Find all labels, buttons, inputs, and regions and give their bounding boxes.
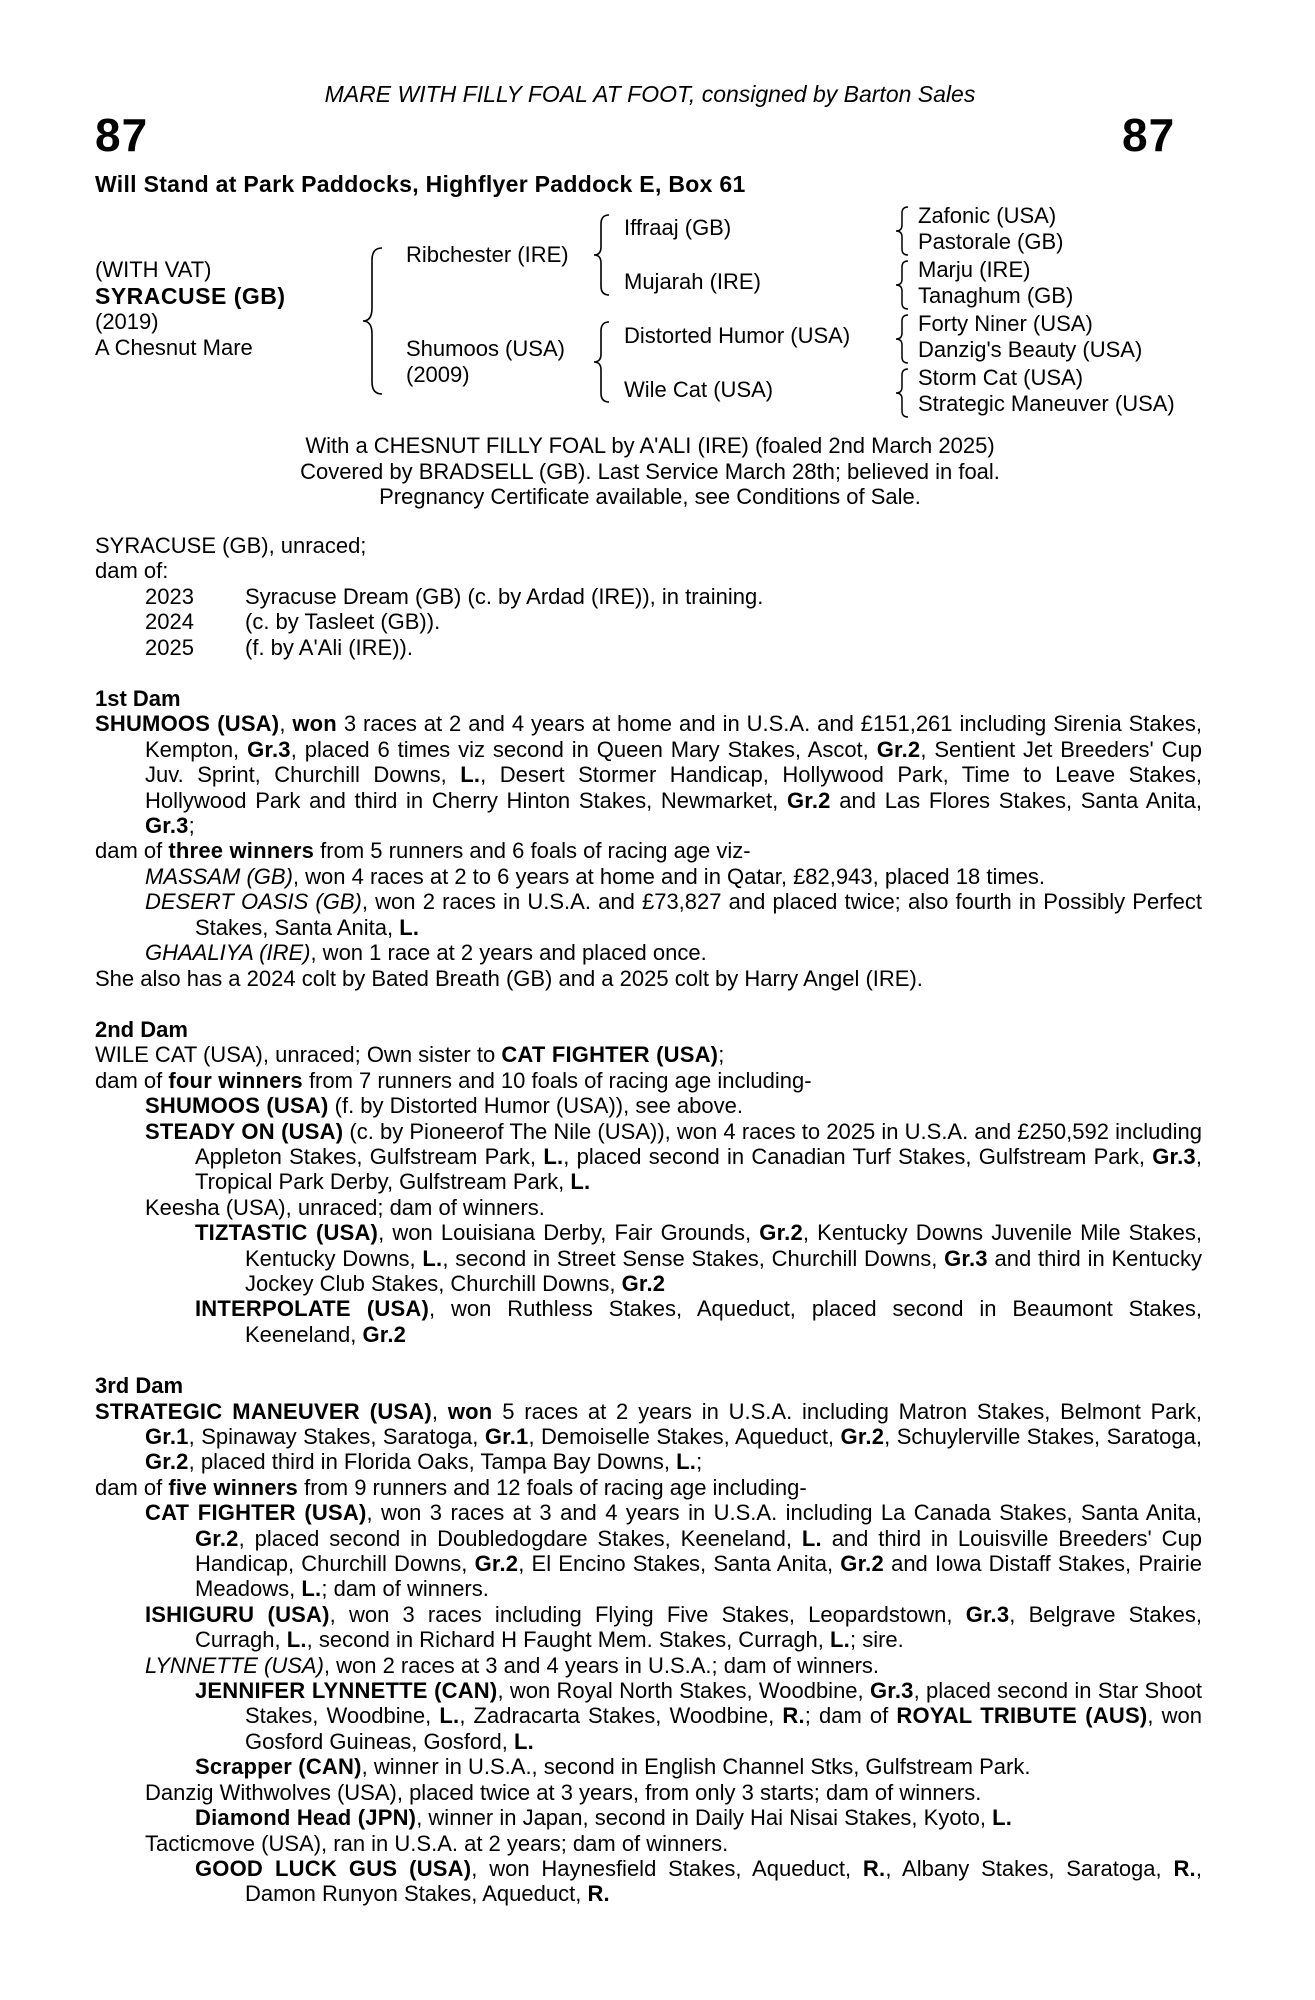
winners-count: five winners [168,1474,298,1500]
record-text: , won 2 races at 3 and 4 years in U.S.A.; dam of winners. [323,1652,880,1678]
record-text: , Schuylerville Stakes, Saratoga, [884,1424,1202,1449]
first-dam-heading: 1st Dam [95,686,181,712]
progeny-name: MASSAM (GB) [145,863,293,889]
grade-label: L. [514,1728,534,1754]
first-dam-also: She also has a 2024 colt by Bated Breath (GB) and a 2025 colt by Harry Angel (IRE). [95,965,923,991]
progeny-name: JENNIFER LYNNETTE (CAN) [195,1678,498,1704]
ancestor-g6: Danzig's Beauty (USA) [918,337,1143,362]
winners-count: three winners [168,838,315,864]
ancestor-g8: Strategic Maneuver (USA) [918,391,1175,416]
stand-location: Will Stand at Park Paddocks, Highflyer Paddock E, Box 61 [95,171,746,197]
progeny-name: ISHIGURU (USA) [145,1601,330,1627]
record-text: , won Gosford Guineas, Gosford, [245,1703,1202,1754]
dam-dam: Wile Cat (USA) [624,377,774,402]
grade-label: Gr.2 [840,1551,884,1577]
progeny-name: SHUMOOS (USA) [145,1093,329,1119]
record-text: , Damon Runyon Stakes, Aqueduct, [245,1855,1202,1907]
winners-count: four winners [168,1067,303,1093]
won-label: won [292,711,337,737]
produce-intro: SYRACUSE (GB), unraced; [95,533,367,558]
record-text: , placed second in Doubledogdare Stakes, Keeneland, [238,1525,792,1551]
pedigree-brace-main [360,246,390,396]
horse-year: (2019) [95,309,159,334]
record-text: , Zadracarta Stakes, Woodbine, [459,1703,775,1729]
record-text: 5 races at 2 years in U.S.A. including Matron Stakes, Belmont Park, [502,1398,1202,1424]
record-text: ; dam of [804,1703,889,1729]
produce-year: 2023 [145,583,194,609]
record-text: , Spinaway Stakes, Saratoga, [188,1424,479,1449]
record-text: (c. by Pioneerof The Nile (USA)), won 4 races to 2025 in U.S.A. and £250,592 including Appleton Stakes, Gulfstream Park, [195,1118,1202,1169]
progeny-scrapper [95,1754,1202,1779]
progeny-name: DESERT OASIS (GB) [145,889,362,915]
record-text: , won Royal North Stakes, Woodbine, [497,1678,864,1704]
horse-description: A Chesnut Mare [95,335,253,360]
relative-name: ROYAL TRIBUTE (AUS) [896,1703,1148,1729]
progeny-diamond-head [95,1805,1202,1830]
record-text: , won Louisiana Derby, Fair Grounds, [378,1220,752,1246]
record-text: , Tropical Park Derby, Gulfstream Park, [195,1143,1202,1195]
progeny-name: TIZTASTIC (USA) [195,1220,379,1246]
third-dam-heading: 3rd Dam [95,1373,184,1399]
progeny-name: Diamond Head (JPN) [195,1805,417,1831]
record-text: from 9 runners and 12 foals of racing age including- [304,1474,807,1500]
grade-label: L. [676,1449,697,1475]
progeny-cat-fighter [95,1500,1202,1602]
progeny-steady-on [95,1119,1202,1195]
grade-label: Gr.2 [759,1220,803,1246]
progeny-massam [95,864,1202,889]
horse-name: SYRACUSE (GB) [95,283,286,309]
record-text: , Kentucky Downs Juvenile Mile Stakes, Kentucky Downs, [245,1220,1202,1271]
catalogue-body [95,533,1202,1907]
record-text: , Demoiselle Stakes, Aqueduct, [528,1424,835,1449]
grade-label: Gr.2 [362,1321,407,1347]
foal-note-line3: Pregnancy Certificate available, see Conditions of Sale. [379,484,921,509]
pedigree-brace-g3 [893,313,913,365]
record-text: from 5 runners and 6 foals of racing age viz- [320,838,751,864]
grade-label: L. [422,1245,443,1271]
grade-label: Gr.3 [145,813,189,839]
foal-note-line2: Covered by BRADSELL (GB). Last Service March 28th; believed in foal. [300,459,1000,484]
grade-label: Gr.3 [1152,1143,1196,1169]
grade-label: Gr.2 [145,1449,189,1475]
progeny-name: LYNNETTE (USA) [145,1652,324,1678]
record-text: and third in Kentucky Jockey Club Stakes, Churchill Downs, [245,1245,1202,1296]
record-text: and Iowa Distaff Stakes, Prairie Meadows, [195,1551,1202,1602]
progeny-danzig-withwolves: Danzig Withwolves (USA), placed twice at 3 years, from only 3 starts; dam of winners. [145,1779,982,1805]
progeny-tacticmove: Tacticmove (USA), ran in U.S.A. at 2 years; dam of winners. [145,1830,729,1856]
sire-name: Ribchester (IRE) [406,242,569,267]
progeny-name: INTERPOLATE (USA) [195,1296,429,1322]
grade-label: R. [782,1703,805,1729]
record-text: , won 2 races in U.S.A. and £73,827 and placed twice; also fourth in Possibly Perfect Stakes, Santa Anita, [195,889,1202,940]
first-dam-produce-summary [95,838,1202,863]
record-text: , Sentient Jet Breeders' Cup Juv. Sprint, Churchill Downs, [145,736,1202,788]
progeny-name: STEADY ON (USA) [145,1118,344,1144]
record-text: , won 1 race at 2 years and placed once. [310,940,707,966]
progeny-keesha: Keesha (USA), unraced; dam of winners. [145,1194,545,1220]
grade-label: Gr.3 [965,1601,1010,1627]
record-text: dam of [95,1474,163,1500]
record-text: , won Ruthless Stakes, Aqueduct, placed second in Beaumont Stakes, Keeneland, [245,1296,1202,1347]
grade-label: L. [301,1576,322,1602]
record-text: , Albany Stakes, Saratoga, [885,1855,1162,1881]
grade-label: L. [543,1143,564,1169]
record-text: , winner in U.S.A., second in English Channel Stks, Gulfstream Park. [361,1754,1031,1780]
progeny-name: GHAALIYA (IRE) [145,940,311,966]
grade-label: Gr.1 [145,1424,189,1449]
second-dam-record [95,1042,1202,1067]
ancestor-g3: Marju (IRE) [918,257,1031,282]
progeny-name: Scrapper (CAN) [195,1754,362,1780]
record-text: , winner in Japan, second in Daily Hai Nisai Stakes, Kyoto, [416,1805,987,1831]
record-text: , placed second in Star Shoot Stakes, Woodbine, [245,1678,1202,1729]
grade-label: L. [570,1169,591,1195]
third-dam-record: STRATEGIC MANEUVER (USA), won 5 races at 2 years in U.S.A. including Matron Stakes, Belmont Park, Gr.1, Spinaway Stakes, Saratoga, Gr.1, Demoiselle Stakes, Aqueduct, Gr.2, Schuylerville Stakes, Saratoga, Gr.2, placed third in Florida Oaks, Tampa Bay Downs, L.; [95,1398,1202,1475]
progeny-jennifer-lynnette [95,1678,1202,1754]
record-text: ; [696,1449,703,1475]
dam-year: (2009) [406,362,470,387]
grade-label: L. [399,914,420,940]
record-text: , won Haynesfield Stakes, Aqueduct, [471,1855,852,1881]
grade-label: Gr.3 [869,1678,914,1704]
record-text: , Belgrave Stakes, Curragh, [195,1601,1202,1653]
produce-year: 2025 [145,634,194,660]
pedigree-brace-g4 [893,367,913,419]
produce-text: Syracuse Dream (GB) (c. by Ardad (IRE)), in training. [245,583,764,609]
grade-label: L. [992,1805,1013,1831]
produce-dam-of: dam of: [95,558,169,584]
pedigree-brace-dam [591,320,615,404]
record-text: from 7 runners and 10 foals of racing age including- [308,1067,812,1093]
first-dam-name: SHUMOOS (USA) [95,711,280,737]
grade-label: L. [801,1525,822,1551]
record-text: , placed second in Canadian Turf Stakes, Gulfstream Park, [563,1143,1145,1169]
grade-label: L. [830,1627,850,1653]
grade-label: Gr.1 [484,1424,529,1449]
record-text: , placed 6 times viz second in Queen Mary Stakes, Ascot, [290,736,869,762]
produce-year: 2024 [145,609,194,635]
record-text: ; [188,813,195,839]
ancestor-g4: Tanaghum (GB) [918,283,1074,308]
progeny-ghaaliya [95,940,1202,965]
grade-label: Gr.2 [786,787,831,813]
grade-label: Gr.2 [621,1270,666,1296]
grade-label: Gr.3 [944,1245,988,1271]
grade-label: R. [1173,1855,1196,1881]
progeny-tiztastic [95,1220,1202,1296]
record-text: , second in Street Sense Stakes, Churchill Downs, [442,1245,938,1271]
progeny-name: CAT FIGHTER (USA) [145,1500,367,1526]
ancestor-g2: Pastorale (GB) [918,229,1064,254]
second-dam-heading: 2nd Dam [95,1016,188,1042]
record-text: WILE CAT (USA), unraced; Own sister to [95,1042,496,1068]
pedigree-brace-g1 [893,205,913,257]
produce-row [95,584,1202,609]
progeny-interpolate [95,1296,1202,1347]
produce-row [95,635,1202,660]
first-dam-record: SHUMOOS (USA), won 3 races at 2 and 4 years at home and in U.S.A. and £151,261 including Sirenia Stakes, Kempton, Gr.3, placed 6 times viz second in Queen Mary Stakes, Ascot, Gr.2, Sentient Jet Breeders' Cup Juv. Sprint, Churchill Downs, L., Desert Stormer Handicap, Hollywood Park, Time to Leave Stakes, Hollywood Park and third in Cherry Hinton Stakes, Newmarket, Gr.2 and Las Flores Stakes, Santa Anita, Gr.3; [95,711,1202,839]
lot-number-left: 87 [95,109,149,161]
progeny-name: GOOD LUCK GUS (USA) [195,1855,472,1881]
record-text: and third in Louisville Breeders' Cup Handicap, Churchill Downs, [195,1525,1202,1577]
progeny-lynnette [95,1653,1202,1678]
progeny-ishiguru [95,1602,1202,1653]
catalogue-subtitle: MARE WITH FILLY FOAL AT FOOT, consigned by Barton Sales [324,81,976,107]
record-text: and Las Flores Stakes, Santa Anita, [839,787,1202,813]
record-text: , El Encino Stakes, Santa Anita, [518,1551,834,1577]
record-text: , won 3 races at 3 and 4 years in U.S.A. including La Canada Stakes, Santa Anita, [366,1500,1202,1526]
grade-label: R. [587,1881,610,1907]
record-text: ; sire. [849,1627,904,1653]
second-dam-produce-summary [95,1068,1202,1093]
dam-name: Shumoos (USA) [406,336,565,361]
third-dam-produce-summary [95,1475,1202,1500]
record-text: , second in Richard H Faught Mem. Stakes, Curragh, [306,1627,824,1653]
vat-note: (WITH VAT) [95,257,212,282]
pedigree-brace-sire [591,213,615,297]
record-text: dam of [95,1067,163,1093]
grade-label: Gr.3 [247,736,291,762]
grade-label: R. [862,1855,886,1881]
record-text: , won 4 races at 2 to 6 years at home and in Qatar, £82,943, placed 18 times. [292,863,1046,889]
foal-note-line1: With a CHESNUT FILLY FOAL by A'ALI (IRE) (foaled 2nd March 2025) [305,433,995,458]
grade-label: L. [460,762,481,788]
record-text: ; [718,1042,725,1068]
record-text: , placed third in Florida Oaks, Tampa Bay Downs, [188,1449,670,1475]
progeny-good-luck-gus [95,1856,1202,1907]
produce-row [95,609,1202,634]
record-text: dam of [95,838,163,864]
ancestor-g7: Storm Cat (USA) [918,365,1084,390]
ancestor-g5: Forty Niner (USA) [918,311,1093,336]
record-text: (f. by Distorted Humor (USA)), see above. [334,1093,743,1119]
relative-name: CAT FIGHTER (USA) [501,1042,719,1068]
grade-label: Gr.2 [195,1525,239,1551]
progeny-shumoos [95,1093,1202,1118]
produce-text: (f. by A'Ali (IRE)). [245,634,413,660]
sire-sire: Iffraaj (GB) [624,215,732,240]
record-text: , Desert Stormer Handicap, Hollywood Park, Time to Leave Stakes, Hollywood Park and third in Cherry Hinton Stakes, Newmarket, [145,762,1202,813]
grade-label: Gr.2 [474,1551,519,1577]
ancestor-g1: Zafonic (USA) [918,203,1057,228]
record-text: ; dam of winners. [321,1576,489,1602]
progeny-desert-oasis [95,889,1202,940]
grade-label: Gr.2 [840,1424,885,1449]
dam-sire: Distorted Humor (USA) [624,323,851,348]
grade-label: Gr.2 [876,736,921,762]
grade-label: L. [439,1703,460,1729]
record-text: , won 3 races including Flying Five Stakes, Leopardstown, [329,1601,953,1627]
won-label: won [447,1398,493,1424]
third-dam-name: STRATEGIC MANEUVER (USA) [95,1398,432,1424]
grade-label: L. [286,1627,307,1653]
pedigree-brace-g2 [893,259,913,311]
produce-text: (c. by Tasleet (GB)). [245,609,441,635]
sire-dam: Mujarah (IRE) [624,269,761,294]
lot-number-right: 87 [1122,109,1176,161]
record-text: 3 races at 2 and 4 years at home and in U.S.A. and £151,261 including Sirenia Stakes, Kempton, [145,711,1202,762]
